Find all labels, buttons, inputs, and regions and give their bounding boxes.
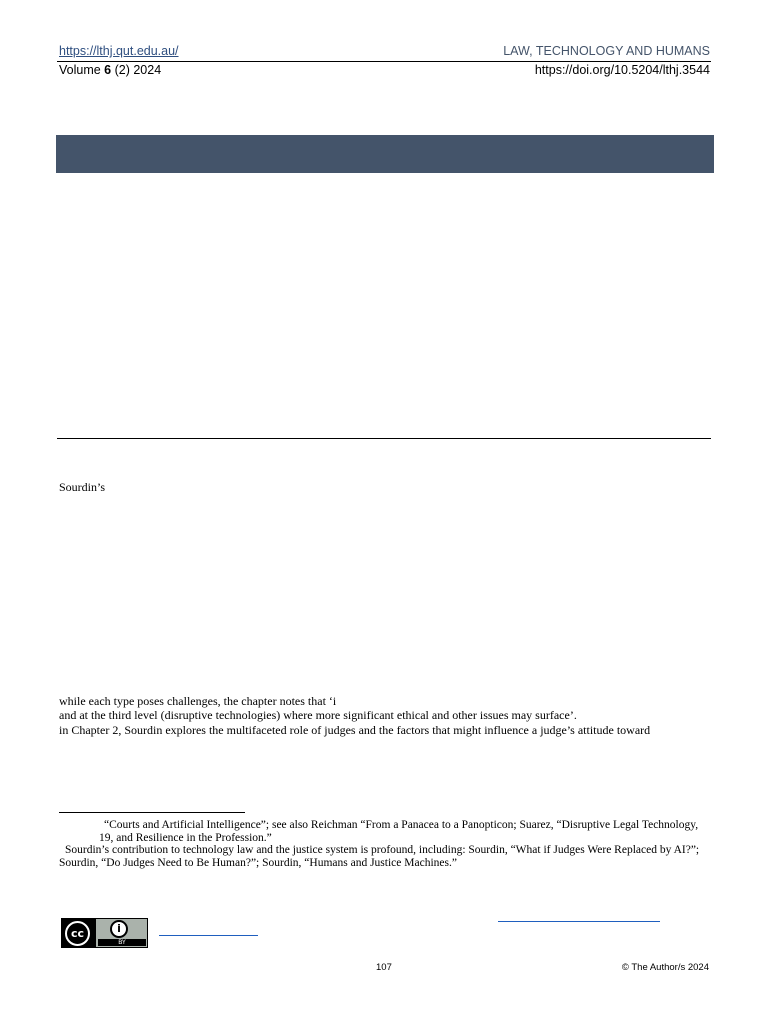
footnote-1-line-2: 19, and Resilience in the Profession.” [99,832,272,844]
section-rule [57,438,711,439]
journal-url-link[interactable] [59,44,179,58]
footnote-1-line-1: “Courts and Artificial Intelligence”; see also Reichman “From a Panacea to a Panopticon; Suarez, “Disruptive Legal Technology, [104,819,699,831]
header-rule [57,61,711,62]
cc-by-license-badge[interactable] [61,918,148,948]
title-banner [56,135,714,173]
license-link[interactable] [159,935,258,936]
body-text-line: in Chapter 2, Sourdin explores the multifaceted role of judges and the factors that might influence a judge’s attitude toward [59,723,651,737]
footnote-2-line-2: Sourdin, “Do Judges Need to Be Human?”; Sourdin, “Humans and Justice Machines.” [59,857,457,869]
body-text-line: while each type poses challenges, the chapter notes that ‘i [59,694,337,708]
by-label: BY [98,939,146,946]
volume-suffix: (2) 2024 [111,63,162,77]
license-url-link[interactable] [498,921,660,922]
footnote-separator [59,812,245,813]
journal-url[interactable]: https://lthj.qut.edu.au/ [59,44,179,58]
copyright: © The Author/s 2024 [621,962,709,973]
volume-prefix: Volume [59,63,105,77]
footnote-2-line-1: Sourdin’s contribution to technology law and the justice system is profound, including: Sourdin, “What if Judges Were Replaced by AI?”; [65,844,700,856]
doi-link[interactable]: https://doi.org/10.5204/lthj.3544 [534,63,710,77]
volume-number: 6 [104,63,112,77]
body-text-sourdin: Sourdin’s [59,480,106,494]
journal-name: LAW, TECHNOLOGY AND HUMANS [503,44,710,58]
body-text-line: and at the third level (disruptive technologies) where more significant ethical and other issues may surface’. [59,708,577,722]
volume-info [59,63,161,77]
person-icon: i [110,920,128,938]
page-number: 107 [376,962,392,973]
cc-icon: cc [65,921,90,946]
